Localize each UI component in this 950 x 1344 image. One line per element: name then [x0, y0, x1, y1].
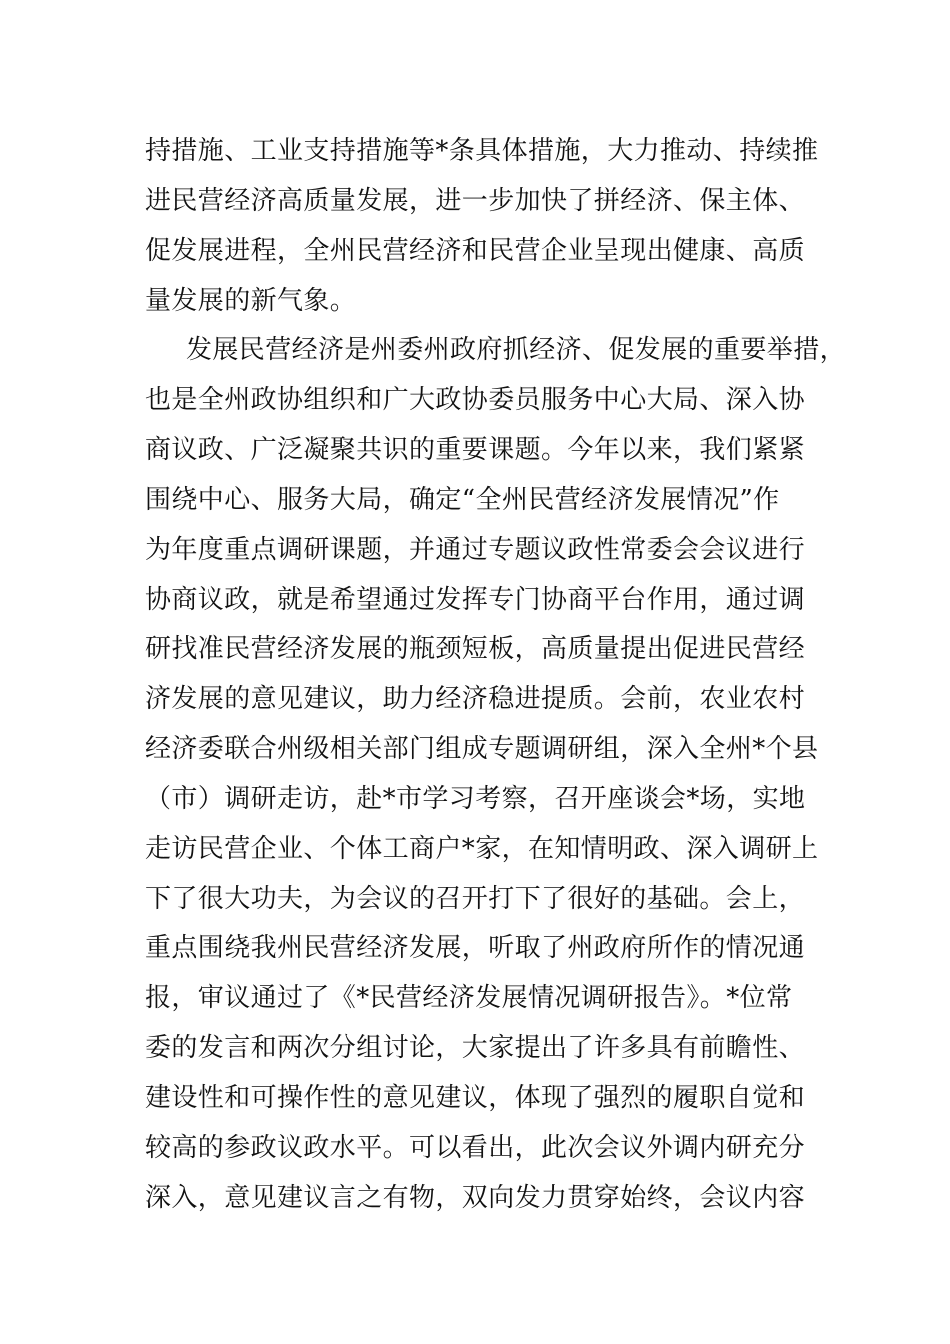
text-line-22: 深入，意见建议言之有物，双向发力贯穿始终，会议内容: [145, 1183, 806, 1213]
text-line-9: 为年度重点调研课题，并通过专题议政性常委会会议进行: [145, 535, 806, 565]
text-line-20: 建设性和可操作性的意见建议，体现了强烈的履职自觉和: [145, 1083, 806, 1113]
text-line-15: 走访民营企业、个体工商户*家，在知情明政、深入调研上: [145, 834, 819, 864]
text-line-10: 协商议政，就是希望通过发挥专门协商平台作用，通过调: [145, 585, 806, 615]
text-line-6: 也是全州政协组织和广大政协委员服务中心大局、深入协: [145, 385, 806, 415]
text-line-8: 围绕中心、服务大局，确定“全州民营经济发展情况”作: [145, 485, 780, 515]
text-line-12: 济发展的意见建议，助力经济稳进提质。会前，农业农村: [145, 684, 806, 714]
text-line-3: 促发展进程，全州民营经济和民营企业呈现出健康、高质: [145, 236, 806, 266]
paragraph-2-first-line: 发展民营经济是州委州政府抓经济、促发展的重要举措，: [186, 335, 847, 365]
text-line-4: 量发展的新气象。: [145, 286, 357, 316]
text-line-13: 经济委联合州级相关部门组成专题调研组，深入全州*个县: [145, 734, 819, 764]
text-line-21: 较高的参政议政水平。可以看出，此次会议外调内研充分: [145, 1133, 806, 1163]
text-line-2: 进民营经济高质量发展，进一步加快了拼经济、保主体、: [145, 186, 806, 216]
text-line-7: 商议政、广泛凝聚共识的重要课题。今年以来，我们紧紧: [145, 435, 806, 465]
text-line-16: 下了很大功夫，为会议的召开打下了很好的基础。会上，: [145, 884, 806, 914]
text-line-14: （市）调研走访，赴*市学习考察，召开座谈会*场，实地: [145, 784, 806, 814]
text-line-11: 研找准民营经济发展的瓶颈短板，高质量提出促进民营经: [145, 634, 806, 664]
text-line-18: 报，审议通过了《*民营经济发展情况调研报告》。*位常: [145, 983, 793, 1013]
text-line-19: 委的发言和两次分组讨论，大家提出了许多具有前瞻性、: [145, 1033, 806, 1063]
text-line-17: 重点围绕我州民营经济发展，听取了州政府所作的情况通: [145, 933, 806, 963]
text-line-1: 持措施、工业支持措施等*条具体措施，大力推动、持续推: [145, 136, 819, 166]
